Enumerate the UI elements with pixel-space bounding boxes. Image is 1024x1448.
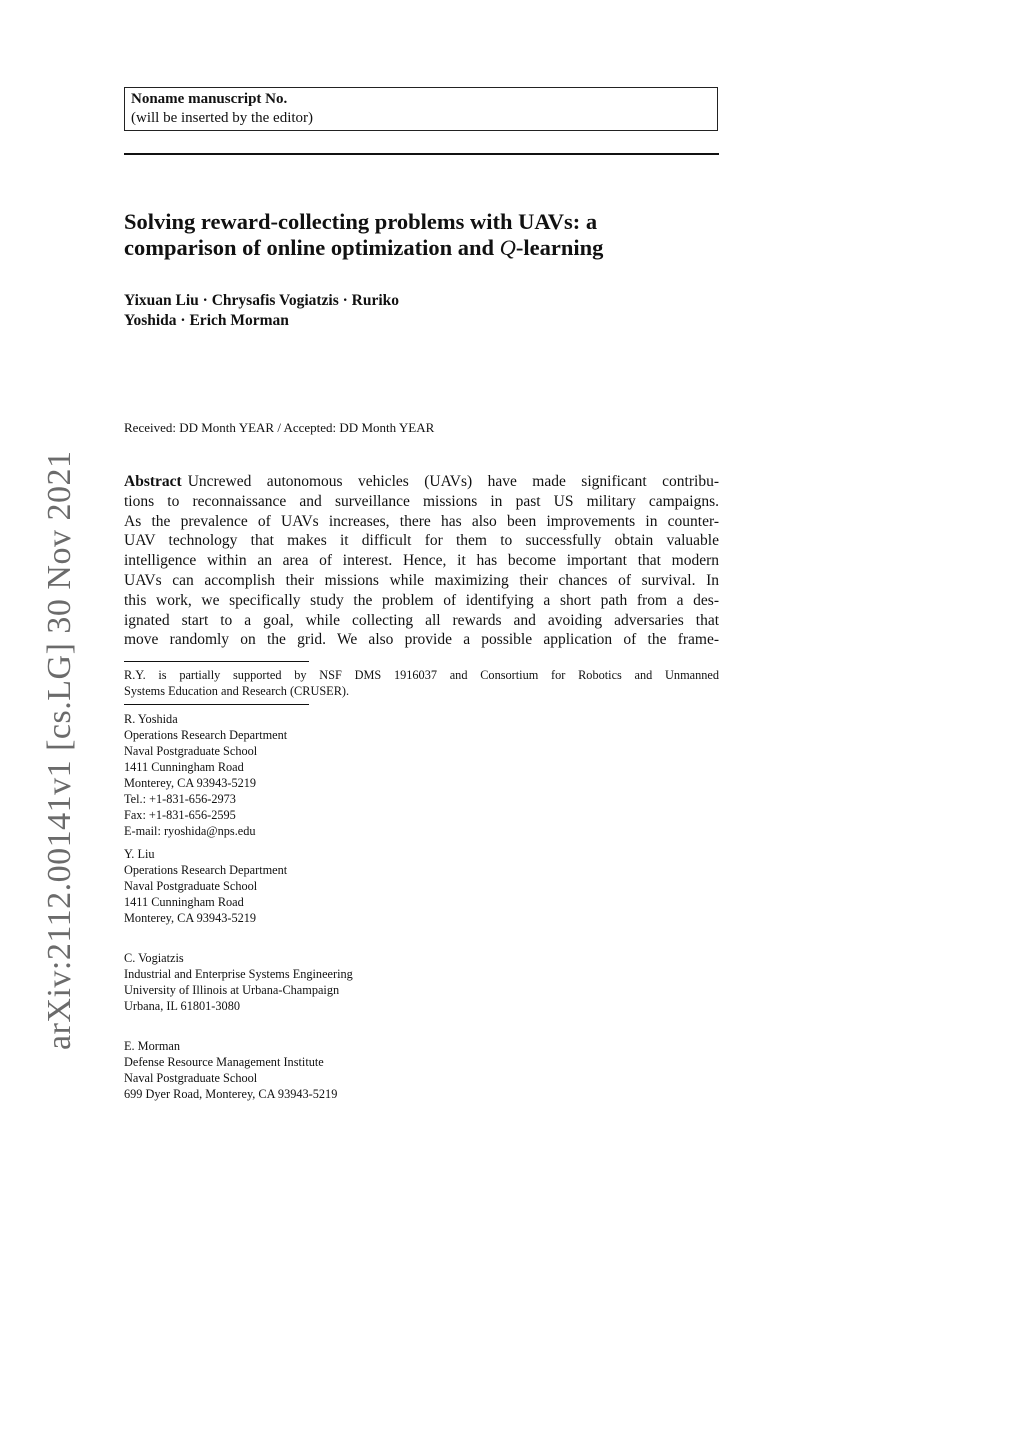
abstract-line: this work, we specifically study the problem of identifying a short path from a des- — [124, 591, 719, 609]
address-line: R. Yoshida — [124, 712, 178, 726]
arxiv-identifier-stamp: arXiv:2112.00141v1 [cs.LG] 30 Nov 2021 — [41, 450, 78, 1050]
address-line: Fax: +1-831-656-2595 — [124, 808, 236, 822]
address-line: Naval Postgraduate School — [124, 879, 258, 893]
address-block-morman — [124, 1038, 337, 1102]
received-accepted-dates: Received: DD Month YEAR / Accepted: DD Month YEAR — [124, 420, 435, 435]
address-block-liu — [124, 846, 287, 926]
address-line: 1411 Cunningham Road — [124, 895, 244, 909]
abstract-line — [124, 472, 719, 492]
address-line: Naval Postgraduate School — [124, 744, 258, 758]
authors-line-1: Yixuan Liu · Chrysafis Vogiatzis · Ruriko — [124, 292, 400, 309]
address-line: Y. Liu — [124, 847, 155, 861]
title-q-symbol: Q — [499, 235, 516, 260]
title-line-2 — [124, 235, 724, 261]
address-line: C. Vogiatzis — [124, 951, 184, 965]
footnote-rule — [124, 661, 309, 662]
abstract-line: ignated start to a goal, while collecting all rewards and avoiding adversaries that — [124, 611, 719, 629]
abstract-line: As the prevalence of UAVs increases, there has also been improvements in counter- — [124, 512, 719, 530]
footnote-line-2: Systems Education and Research (CRUSER). — [124, 684, 350, 698]
address-line: Industrial and Enterprise Systems Engineering — [124, 967, 353, 981]
address-line: 1411 Cunningham Road — [124, 760, 244, 774]
address-line: Naval Postgraduate School — [124, 1071, 258, 1085]
title-line-1: Solving reward-collecting problems with UAVs: a — [124, 209, 598, 234]
abstract-heading: Abstract — [124, 473, 182, 490]
abstract-line: intelligence within an area of interest. Hence, it has become important that modern — [124, 552, 719, 570]
email-line: E-mail: ryoshida@nps.edu — [124, 824, 256, 838]
abstract-line: UAVs can accomplish their missions while maximizing their chances of survival. In — [124, 571, 719, 589]
address-block-vogiatzis — [124, 950, 353, 1014]
abstract-line-text: Uncrewed autonomous vehicles (UAVs) have made significant contribu- — [187, 473, 719, 490]
footnote-line-1: R.Y. is partially supported by NSF DMS 1916037 and Consortium for Robotics and Unmanned — [124, 668, 719, 682]
funding-footnote — [124, 667, 719, 699]
address-line: Monterey, CA 93943-5219 — [124, 776, 257, 790]
manuscript-box — [124, 87, 718, 131]
address-line: Operations Research Department — [124, 863, 288, 877]
abstract-line: move randomly on the grid. We also provide a possible application of the frame- — [124, 631, 719, 649]
address-line: Defense Resource Management Institute — [124, 1055, 324, 1069]
manuscript-title: Noname manuscript No. — [131, 91, 288, 107]
abstract-line: tions to reconnaissance and surveillance missions in past US military campaigns. — [124, 492, 719, 510]
title-line-2-post: -learning — [515, 235, 604, 260]
address-line: 699 Dyer Road, Monterey, CA 93943-5219 — [124, 1087, 338, 1101]
authors-line-2: Yoshida · Erich Morman — [124, 312, 289, 329]
abstract — [124, 472, 719, 650]
address-block-yoshida — [124, 711, 287, 839]
title-line-2-pre: comparison of online optimization and — [124, 235, 500, 260]
address-line: E. Morman — [124, 1039, 181, 1053]
address-rule — [124, 704, 309, 705]
address-line: Monterey, CA 93943-5219 — [124, 911, 257, 925]
author-list — [124, 291, 724, 331]
abstract-line: UAV technology that makes it difficult for them to successfully obtain valuable — [124, 532, 719, 550]
paper-title — [124, 209, 724, 261]
header-rule — [124, 153, 719, 155]
address-line: University of Illinois at Urbana-Champaign — [124, 983, 340, 997]
manuscript-note: (will be inserted by the editor) — [131, 110, 314, 126]
address-line: Tel.: +1-831-656-2973 — [124, 792, 236, 806]
address-line: Urbana, IL 61801-3080 — [124, 999, 240, 1013]
address-line: Operations Research Department — [124, 728, 288, 742]
